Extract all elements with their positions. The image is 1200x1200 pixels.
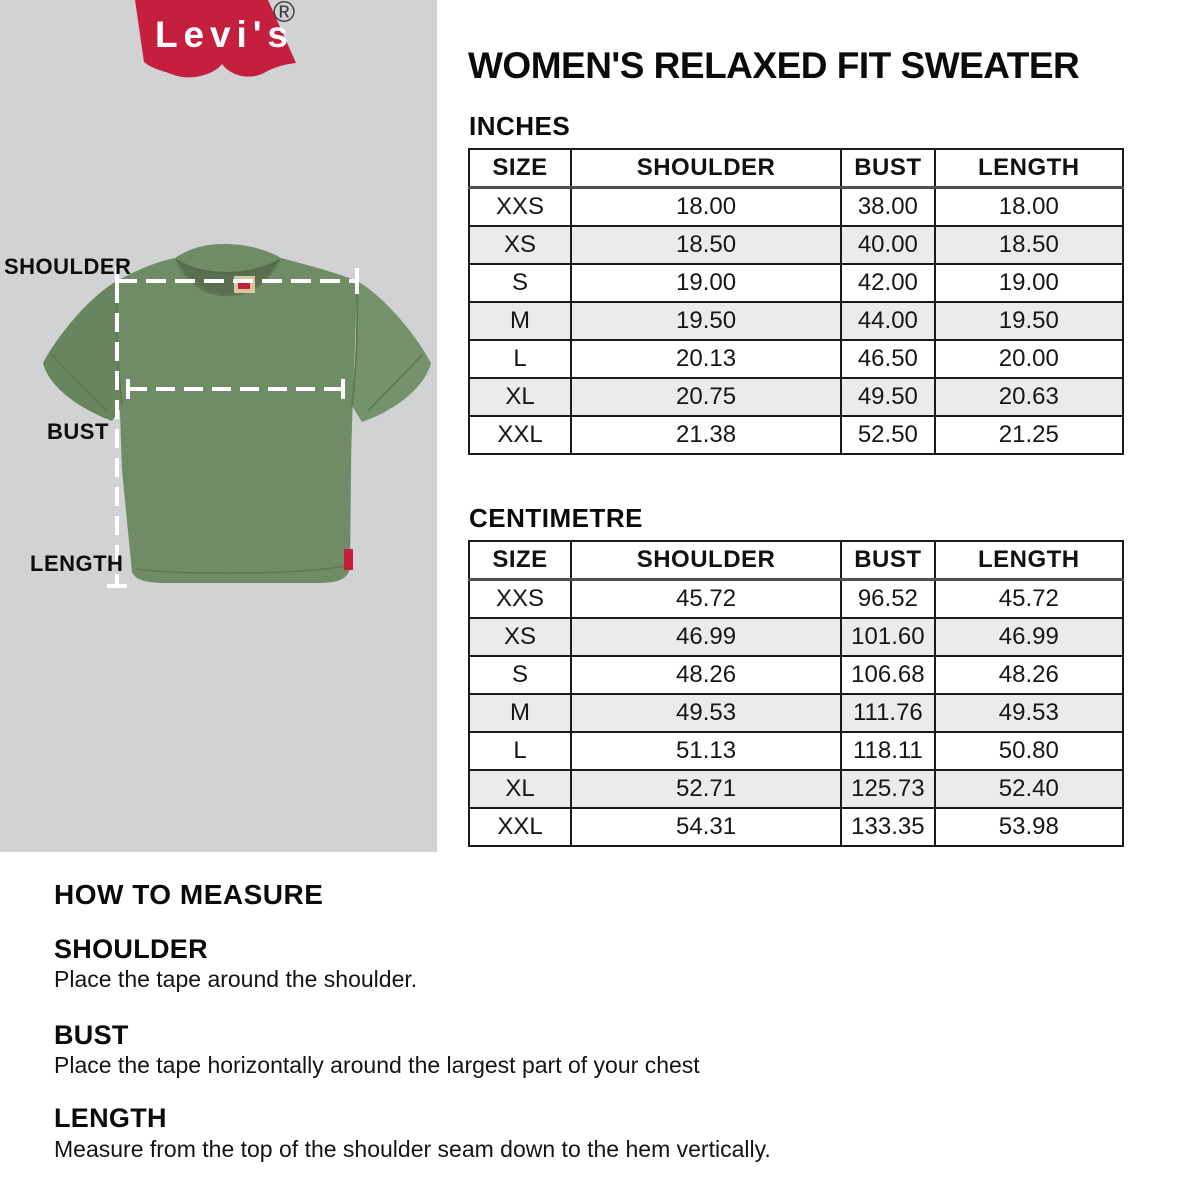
inches-size-table (468, 148, 1124, 455)
value-cell: 18.50 (571, 226, 841, 264)
value-cell: 50.80 (935, 732, 1123, 770)
size-cell: XS (469, 226, 571, 264)
value-cell: 38.00 (841, 188, 935, 227)
centimetre-size-table (468, 540, 1124, 847)
size-cell: M (469, 694, 571, 732)
tshirt-right-sleeve (352, 281, 431, 422)
size-row-xxs (469, 188, 1123, 227)
value-cell: 48.26 (571, 656, 841, 694)
value-cell: 18.00 (935, 188, 1123, 227)
value-cell: 52.71 (571, 770, 841, 808)
product-diagram-panel (0, 0, 437, 852)
value-cell: 51.13 (571, 732, 841, 770)
bust-diagram-label: BUST (47, 419, 109, 444)
value-cell: 46.99 (571, 618, 841, 656)
size-row-xl (469, 378, 1123, 416)
value-cell: 111.76 (841, 694, 935, 732)
shoulder-diagram-label: SHOULDER (4, 254, 132, 279)
size-cell: L (469, 732, 571, 770)
column-header-size: SIZE (469, 149, 571, 188)
value-cell: 125.73 (841, 770, 935, 808)
value-cell: 101.60 (841, 618, 935, 656)
size-cell: XS (469, 618, 571, 656)
value-cell: 49.53 (935, 694, 1123, 732)
size-cell: XL (469, 378, 571, 416)
howto-desc-length: Measure from the top of the shoulder seam down to the hem vertically. (54, 1136, 771, 1162)
levis-wordmark: Levi's (155, 14, 287, 55)
value-cell: 52.40 (935, 770, 1123, 808)
table-header-row (469, 149, 1123, 188)
size-cell: S (469, 264, 571, 302)
value-cell: 45.72 (935, 580, 1123, 619)
size-cell: L (469, 340, 571, 378)
size-cell: XXL (469, 416, 571, 454)
size-cell: S (469, 656, 571, 694)
size-row-xxl (469, 808, 1123, 846)
column-header-bust: BUST (841, 541, 935, 580)
howto-term-bust: BUST (54, 1020, 129, 1050)
value-cell: 54.31 (571, 808, 841, 846)
value-cell: 45.72 (571, 580, 841, 619)
value-cell: 133.35 (841, 808, 935, 846)
value-cell: 106.68 (841, 656, 935, 694)
value-cell: 19.00 (571, 264, 841, 302)
page-title: WOMEN'S RELAXED FIT SWEATER (468, 45, 1080, 86)
neck-label (234, 276, 255, 293)
value-cell: 48.26 (935, 656, 1123, 694)
size-row-s (469, 656, 1123, 694)
value-cell: 19.00 (935, 264, 1123, 302)
column-header-bust: BUST (841, 149, 935, 188)
value-cell: 21.38 (571, 416, 841, 454)
value-cell: 46.99 (935, 618, 1123, 656)
size-row-xl (469, 770, 1123, 808)
red-tab-icon (344, 549, 353, 570)
howto-desc-shoulder: Place the tape around the shoulder. (54, 966, 418, 992)
size-row-xs (469, 226, 1123, 264)
howto-desc-bust: Place the tape horizontally around the largest part of your chest (54, 1052, 700, 1078)
howto-term-shoulder: SHOULDER (54, 934, 208, 964)
howto-term-length: LENGTH (54, 1103, 167, 1133)
value-cell: 20.63 (935, 378, 1123, 416)
value-cell: 44.00 (841, 302, 935, 340)
size-row-m (469, 694, 1123, 732)
value-cell: 18.00 (571, 188, 841, 227)
size-cell: XXL (469, 808, 571, 846)
size-cell: XXS (469, 188, 571, 227)
value-cell: 46.50 (841, 340, 935, 378)
value-cell: 53.98 (935, 808, 1123, 846)
value-cell: 21.25 (935, 416, 1123, 454)
value-cell: 20.00 (935, 340, 1123, 378)
value-cell: 19.50 (935, 302, 1123, 340)
column-header-length: LENGTH (935, 149, 1123, 188)
column-header-shoulder: SHOULDER (571, 541, 841, 580)
size-cell: XL (469, 770, 571, 808)
inches-table-container (468, 148, 1126, 455)
value-cell: 42.00 (841, 264, 935, 302)
value-cell: 19.50 (571, 302, 841, 340)
tshirt-left-sleeve (43, 281, 122, 421)
centimetre-table-container (468, 540, 1126, 847)
value-cell: 18.50 (935, 226, 1123, 264)
value-cell: 40.00 (841, 226, 935, 264)
value-cell: 20.13 (571, 340, 841, 378)
centimetre-table-heading: CENTIMETRE (469, 503, 643, 533)
value-cell: 118.11 (841, 732, 935, 770)
size-row-s (469, 264, 1123, 302)
size-cell: XXS (469, 580, 571, 619)
length-diagram-label: LENGTH (30, 551, 124, 576)
column-header-length: LENGTH (935, 541, 1123, 580)
size-row-l (469, 732, 1123, 770)
how-to-measure-heading: HOW TO MEASURE (54, 879, 324, 910)
value-cell: 20.75 (571, 378, 841, 416)
value-cell: 49.50 (841, 378, 935, 416)
size-row-xs (469, 618, 1123, 656)
value-cell: 49.53 (571, 694, 841, 732)
size-row-xxl (469, 416, 1123, 454)
size-row-m (469, 302, 1123, 340)
value-cell: 96.52 (841, 580, 935, 619)
column-header-shoulder: SHOULDER (571, 149, 841, 188)
value-cell: 52.50 (841, 416, 935, 454)
registered-trademark-icon: ® (272, 0, 296, 29)
size-cell: M (469, 302, 571, 340)
inches-table-heading: INCHES (469, 111, 571, 141)
column-header-size: SIZE (469, 541, 571, 580)
table-header-row (469, 541, 1123, 580)
size-row-l (469, 340, 1123, 378)
size-row-xxs (469, 580, 1123, 619)
